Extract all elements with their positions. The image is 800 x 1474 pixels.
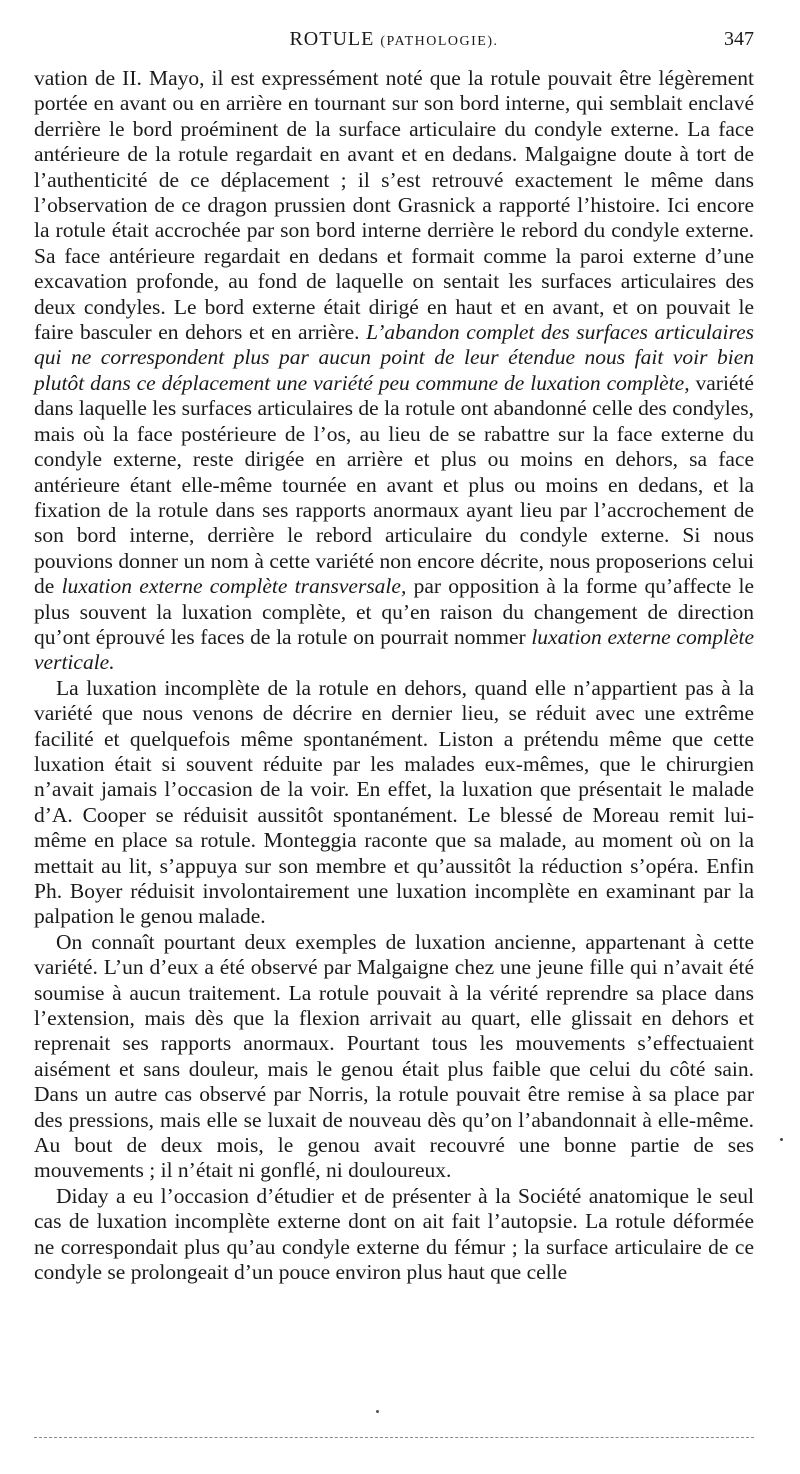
italic-run: luxation externe complète transversale, bbox=[61, 574, 407, 599]
margin-speck bbox=[780, 1138, 783, 1141]
paragraph bbox=[34, 66, 754, 676]
text-run: variété dans laquelle les surfaces articulaires de la rotule ont abandonné celle des condyles, mais où la face postérieure de l’os, au lieu de se rabattre sur la face externe du condyle externe, reste dirigée en arrière et plus ou moins en dehors, sa face antérieure étant elle-même tournée en avant et plus ou moins en dedans, et la fixation de la rotule dans ses rapports anormaux ayant lieu par l’accrochement de son bord interne, derrière le rebord articulaire du condyle externe. Si nous pouvions donner un nom à cette variété non encore décrite, nous proposerions celui de bbox=[34, 370, 754, 599]
text-run: La luxation incomplète de la rotule en dehors, quand elle n’appartient pas à la variété que nous venons de décrire en dernier lieu, se réduit avec une extrême facilité et quelquefois même spontanément. Liston a prétendu même que cette luxation était si souvent réduite par les malades eux-mêmes, que le chirurgien n’avait jamais l’occasion de la voir. En effet, la luxation que présentait le malade d’A. Cooper se réduisit aussitôt spontanément. Le blessé de Moreau remit lui-même en place sa rotule. Monteggia raconte que sa malade, au moment où on la mettait au lit, s’appuya sur son membre et qu’aussitôt la réduction s’opéra. Enfin Ph. Boyer réduisit involontairement une luxation incomplète en examinant par la palpation le genou malade. bbox=[34, 675, 754, 929]
text-run: On connaît pourtant deux exemples de luxation ancienne, appartenant à cette variété. L’un d’eux a été observé par Malgaigne chez une jeune fille qui n’avait été soumise à aucun traitement. La rotule pouvait à la vérité reprendre sa place dans l’extension, mais dès que la flexion arrivait au quart, elle glissait en dehors et reprenait ses rapports anormaux. Pourtant tous les mouvements s’effectuaient aisément et sans douleur, mais le genou était plus faible que celui du côté sain. Dans un autre cas observé par Norris, la rotule pouvait être remise à sa place par des pressions, mais elle se luxait de nouveau dès qu’on l’abandonnait à elle-même. Au bout de deux mois, le genou avait recouvré une bonne partie de ses mouvements ; il n’était ni gonflé, ni douloureux. bbox=[34, 929, 754, 1183]
body-text bbox=[34, 66, 754, 1286]
text-run: par opposition à la forme qu’affecte le plus souvent la luxation complète, et qu’en raison du changement de direction qu’ont éprouvé les faces de la rotule on pourrait nommer bbox=[34, 574, 755, 649]
paragraph bbox=[34, 676, 754, 930]
running-header bbox=[34, 28, 754, 58]
text-run: Diday a eu l’occasion d’étudier et de présenter à la Société anatomique le seul cas de luxation incomplète externe dont on ait fait l’autopsie. La rotule déformée ne correspondait plus qu’au condyle externe du fémur ; la surface articulaire de ce condyle se prolongeait d’un pouce environ plus haut que celle bbox=[34, 1183, 754, 1285]
italic-run: L’abandon complet des surfaces articulaires qui ne correspondent plus par aucun point de leur étendue nous fait voir bien plutôt dans ce déplacement une variété peu commune de luxation complète, bbox=[34, 320, 754, 395]
footer-speck bbox=[376, 1410, 379, 1413]
italic-run: luxation externe complète verticale. bbox=[34, 624, 755, 675]
paragraph bbox=[34, 930, 754, 1184]
text-run: vation de II. Mayo, il est expressément noté que la rotule pouvait être légèrement portée en avant ou en arrière en tournant sur son bord interne, qui semblait enclavé derrière le bord proéminent de la surface articulaire du condyle externe. La face antérieure de la rotule regardait en avant et en dedans. Malgaigne doute à tort de l’authenticité de ce déplacement ; il s’est retrouvé exactement le même dans l’observation de ce dragon prussien dont Grasnick a rapporté l’histoire. Ici encore la rotule était accrochée par son bord interne derrière le rebord du condyle externe. Sa face antérieure regardait en dedans et formait comme la paroi externe d’une excavation profonde, au fond de laquelle on sentait les surfaces articulaires des deux condyles. Le bord externe était dirigé en haut et en avant, et on pouvait le faire basculer en dehors et en arrière. bbox=[34, 66, 754, 345]
running-title bbox=[34, 28, 754, 51]
footer-rule bbox=[34, 1437, 754, 1438]
running-title-main: ROTULE bbox=[289, 28, 375, 50]
paragraph bbox=[34, 1184, 754, 1286]
page-number: 347 bbox=[724, 28, 754, 50]
running-title-subtitle: (PATHOLOGIE). bbox=[380, 34, 499, 49]
